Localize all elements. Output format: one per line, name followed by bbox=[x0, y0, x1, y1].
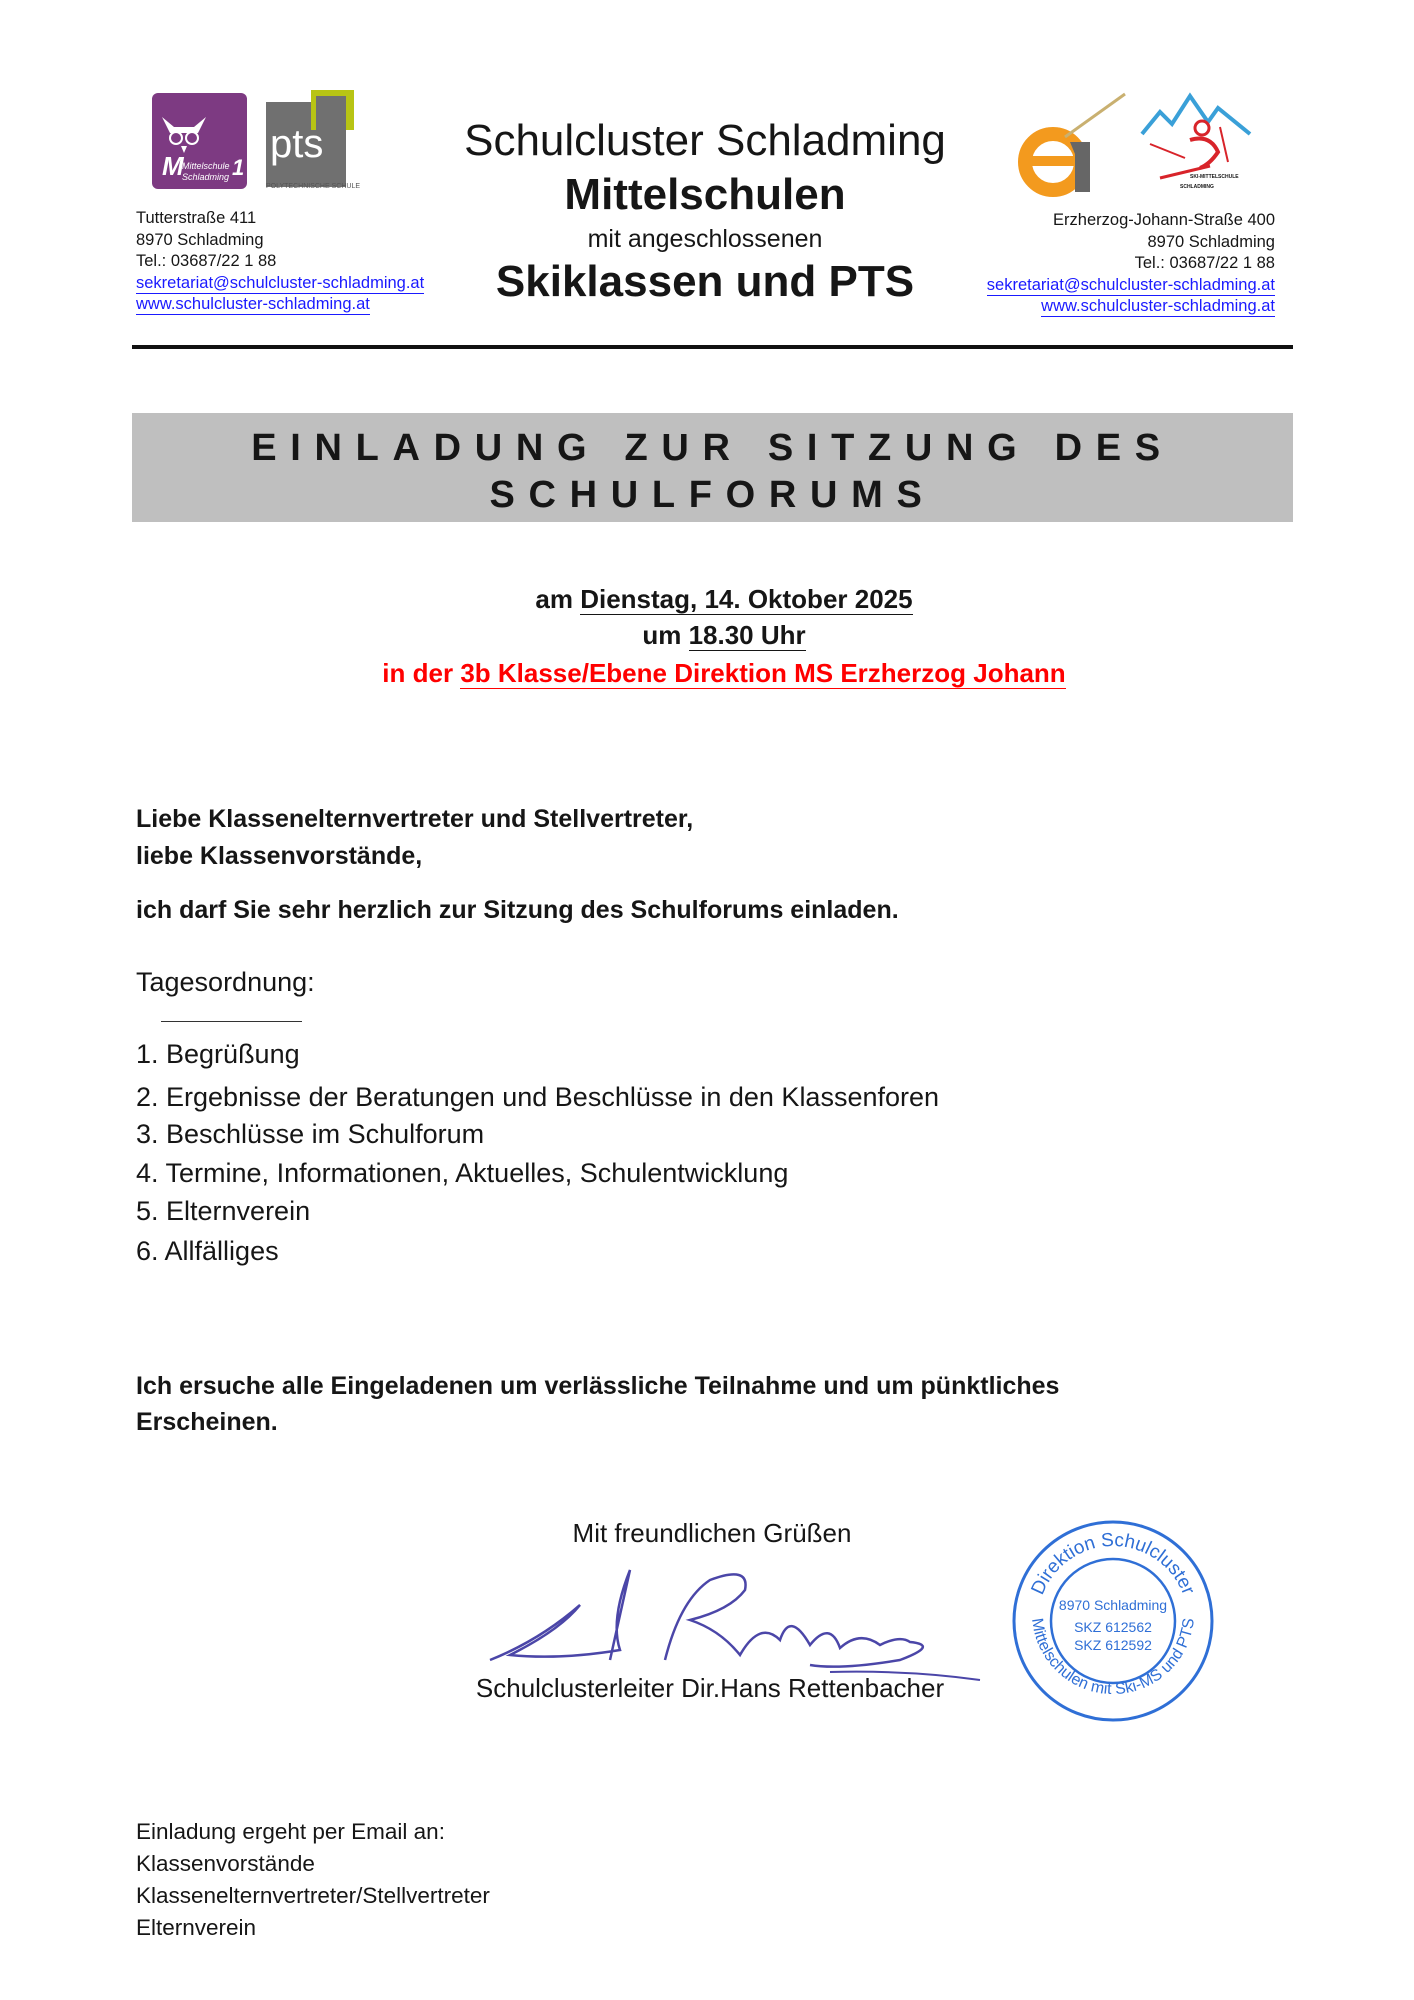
address-phone: Tel.: 03687/22 1 88 bbox=[1134, 254, 1275, 272]
title-skiklassen: Skiklassen und PTS bbox=[495, 257, 915, 306]
website-link[interactable]: www.schulcluster-schladming.at bbox=[136, 295, 370, 313]
agenda-item: 4. Termine, Informationen, Aktuelles, Schulentwicklung bbox=[136, 1158, 789, 1188]
stamp-city: 8970 Schladming bbox=[1058, 1597, 1168, 1613]
title-mittelschulen: Mittelschulen bbox=[564, 170, 846, 219]
closing-line-2: Erscheinen. bbox=[136, 1408, 278, 1436]
event-time bbox=[0, 620, 1414, 651]
banner-line-1: EINLADUNG ZUR SITZUNG DES bbox=[251, 427, 1174, 469]
logo-text: Schladming bbox=[182, 172, 230, 182]
title-schulcluster: Schulcluster Schladming bbox=[464, 116, 946, 165]
official-stamp bbox=[1010, 1518, 1216, 1724]
salutation-line-2: liebe Klassenvorstände, bbox=[136, 842, 423, 870]
logo-pts bbox=[266, 90, 361, 193]
logo-text: Mittelschule bbox=[182, 161, 230, 171]
event-date bbox=[0, 584, 1414, 615]
letterhead-title bbox=[440, 113, 970, 307]
left-address bbox=[136, 208, 424, 316]
svg-text:Direktion Schulcluster bbox=[1028, 1530, 1199, 1598]
logo-number: 1 bbox=[232, 155, 245, 180]
signatory-name: Schulclusterleiter Dir.Hans Rettenbacher bbox=[475, 1673, 945, 1703]
salutation-line-1: Liebe Klassenelternvertreter und Stellvertreter, bbox=[136, 805, 694, 833]
header-divider bbox=[132, 345, 1293, 349]
intro-text: ich darf Sie sehr herzlich zur Sitzung des Schulforums einladen. bbox=[136, 896, 899, 924]
skier-mountain-icon bbox=[1140, 92, 1255, 197]
distribution-intro: Einladung ergeht per Email an: bbox=[136, 1819, 445, 1844]
email-link[interactable]: sekretariat@schulcluster-schladming.at bbox=[136, 273, 425, 292]
recipient: Klassenelternvertreter/Stellvertreter bbox=[136, 1883, 490, 1908]
agenda-title-underline bbox=[161, 1021, 302, 1022]
logo-text: pts bbox=[270, 122, 324, 166]
email-link[interactable]: sekretariat@schulcluster-schladming.at bbox=[986, 275, 1275, 294]
title-subtitle: mit angeschlossenen bbox=[587, 225, 823, 253]
right-address bbox=[987, 210, 1275, 318]
logo-mittelschule-1: M Mittelschule Schladming 1 bbox=[152, 93, 247, 189]
address-street: Tutterstraße 411 bbox=[136, 209, 257, 227]
event-location bbox=[0, 658, 1414, 689]
greeting: Mit freundlichen Grüßen bbox=[572, 1518, 852, 1548]
logo-ski-mittelschule bbox=[1140, 92, 1255, 197]
stamp-skz-1: SKZ 612562 bbox=[1074, 1619, 1152, 1635]
recipient: Elternverein bbox=[136, 1915, 257, 1940]
address-city: 8970 Schladming bbox=[136, 230, 264, 249]
title-banner bbox=[132, 413, 1293, 522]
banner-line-2: SCHULFORUMS bbox=[489, 474, 936, 516]
agenda-item: 6. Allfälliges bbox=[136, 1236, 279, 1266]
location-prefix: in der bbox=[382, 658, 461, 688]
distribution-list bbox=[136, 1816, 490, 1944]
time-value: 18.30 Uhr bbox=[688, 620, 806, 650]
agenda-item: 2. Ergebnisse der Beratungen und Beschlüsse in den Klassenforen bbox=[136, 1082, 940, 1112]
date-prefix: am bbox=[535, 584, 581, 614]
address-street: Erzherzog-Johann-Straße 400 bbox=[1053, 211, 1275, 229]
date-value: Dienstag, 14. Oktober 2025 bbox=[580, 584, 913, 614]
logo-text: POLYTECHNISCHE SCHULE bbox=[266, 183, 361, 190]
time-prefix: um bbox=[642, 620, 689, 650]
stamp-top-text: Direktion Schulcluster bbox=[1027, 1529, 1199, 1598]
recipient: Klassenvorstände bbox=[136, 1851, 315, 1876]
eg-logo-icon bbox=[1015, 92, 1130, 197]
agenda-item: 3. Beschlüsse im Schulforum bbox=[136, 1119, 485, 1149]
stamp-skz-2: SKZ 612592 bbox=[1074, 1637, 1152, 1653]
stamp-bottom-text: Mittelschulen mit Ski-MS und PTS bbox=[1027, 1616, 1198, 1699]
agenda-title: Tagesordnung: bbox=[136, 967, 315, 997]
website-link[interactable]: www.schulcluster-schladming.at bbox=[1041, 297, 1275, 315]
logo-text: SKI-MITTELSCHULE bbox=[1190, 174, 1239, 180]
location-value: 3b Klasse/Ebene Direktion MS Erzherzog Johann bbox=[460, 658, 1066, 688]
agenda-item: 1. Begrüßung bbox=[136, 1039, 300, 1069]
logo-text: SCHLADMING bbox=[1180, 184, 1214, 190]
closing-line-1: Ich ersuche alle Eingeladenen um verlässliche Teilnahme und um pünktliches bbox=[136, 1372, 1060, 1400]
logo-erzherzog-johann bbox=[1015, 92, 1130, 197]
address-city: 8970 Schladming bbox=[1147, 232, 1275, 251]
address-phone: Tel.: 03687/22 1 88 bbox=[136, 252, 277, 270]
agenda-item: 5. Elternverein bbox=[136, 1196, 311, 1226]
